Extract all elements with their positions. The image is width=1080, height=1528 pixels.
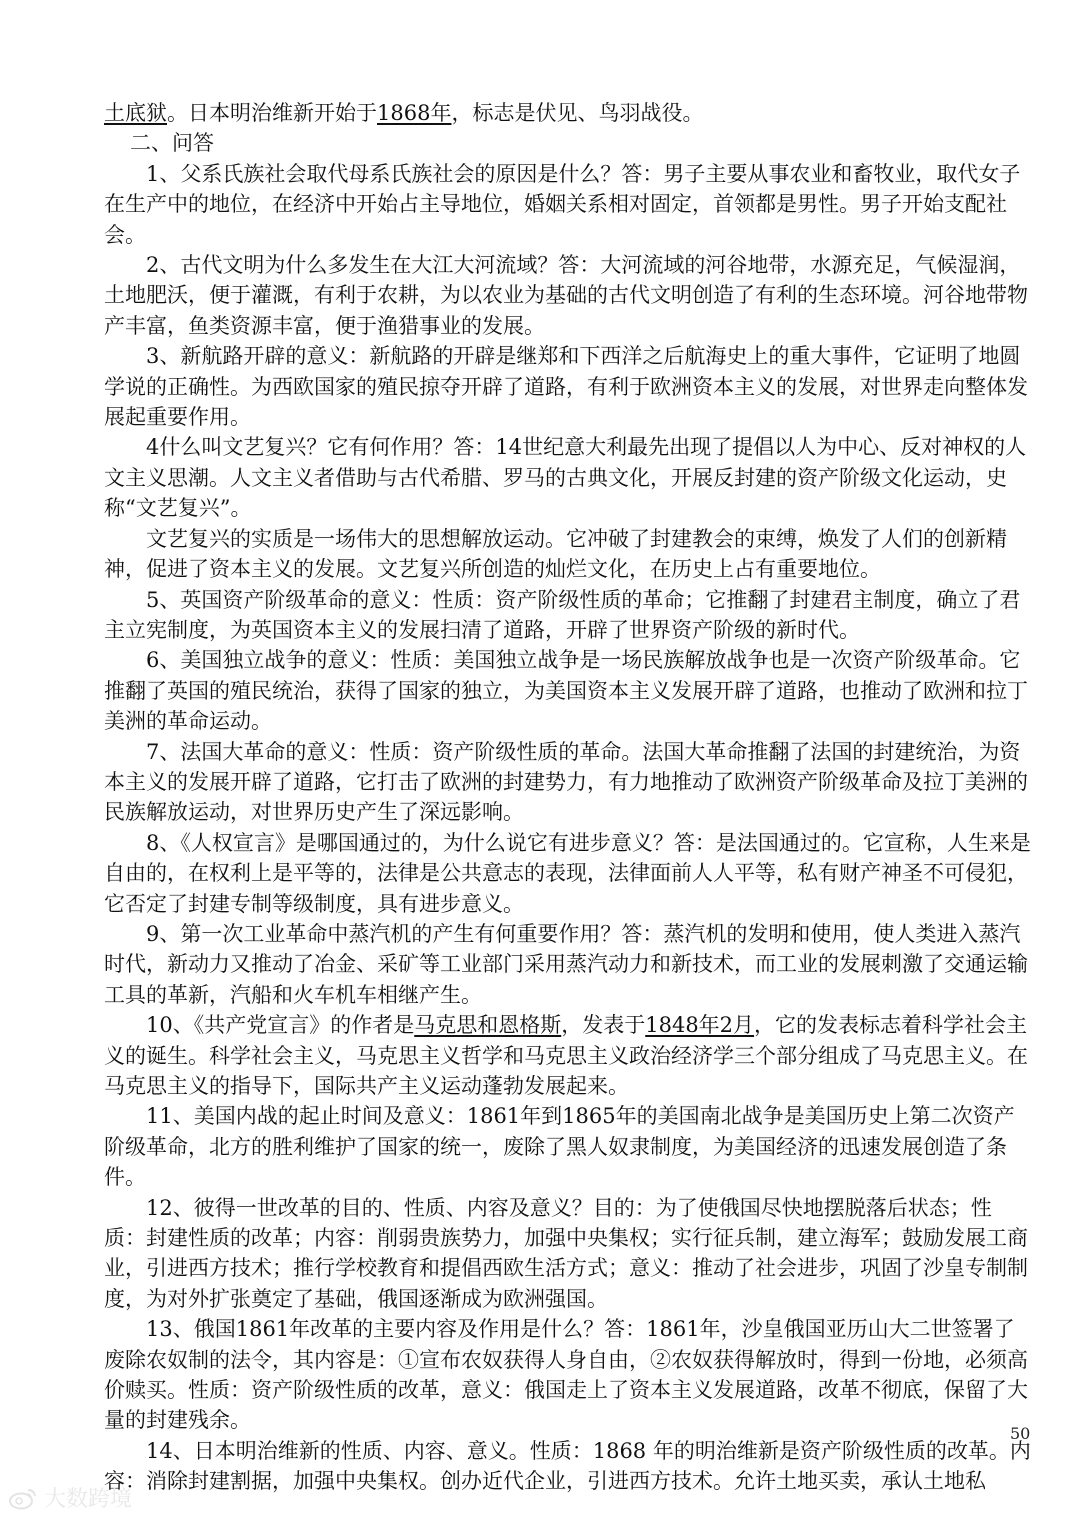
paragraph-3: 3、新航路开辟的意义：新航路的开辟是继郑和下西洋之后航海史上的重大事件，它证明了地圆学说的正确性。为西欧国家的殖民掠夺开辟了道路，有利于欧洲资本主义的发展，对世界走向整体发展起重要作用。 bbox=[104, 344, 1028, 430]
watermark-brand: 大数跨境 bbox=[44, 1487, 133, 1512]
paragraph-6: 6、美国独立战争的意义：性质：美国独立战争是一场民族解放战争也是一次资产阶级革命。它推翻了英国的殖民统治，获得了国家的独立，为美国资本主义发展开辟了道路，也推动了欧洲和拉丁美洲的革命运动。 bbox=[104, 648, 1028, 734]
paragraph-9: 9、第一次工业革命中蒸汽机的产生有何重要作用？答：蒸汽机的发明和使用，使人类进入蒸汽时代，新动力又推动了冶金、采矿等工业部门采用蒸汽动力和新技术，而工业的发展刺激了交通运输工具的革新，汽船和火车机车相继产生。 bbox=[104, 921, 1028, 1007]
paragraph-10: 10、《共产党宣言》的作者是马克思和恩格斯，发表于1848年2月，它的发表标志着科学社会主义的诞生。科学社会主义，马克思主义哲学和马克思主义政治经济学三个部分组成了马克思主义。在马克思主义的指导下，国际共产主义运动蓬勃发展起来。 bbox=[104, 1013, 1028, 1098]
paragraph-4: 4什么叫文艺复兴？它有何作用？答：14世纪意大利最先出现了提倡以人为中心、反对神权的人文主义思潮。人文主义者借助与古代希腊、罗马的古典文化，开展反封建的资产阶级文化运动，史称“文艺复兴”。 bbox=[104, 435, 1027, 521]
underlined-authors: 马克思和恩格斯 bbox=[414, 1013, 562, 1038]
underlined-year: 1868年 bbox=[377, 101, 452, 125]
paragraph-12: 12、彼得一世改革的目的、性质、内容及意义？目的：为了使俄国尽快地摆脱落后状态；性质：封建性质的改革；内容：削弱贵族势力，加强中央集权；实行征兵制，建立海军；鼓励发展工商业，引进西方技术；推行学校教育和提倡西欧生活方式；意义：推动了社会进步，巩固了沙皇专制制度，为对外扩张奠定了基础，俄国逐渐成为欧洲强国。 bbox=[104, 1195, 1028, 1311]
underlined-date: 1848年2月 bbox=[645, 1013, 755, 1038]
paragraph-11: 11、美国内战的起止时间及意义：1861年到1865年的美国南北战争是美国历史上第二次资产阶级革命，北方的胜利维护了国家的统一，废除了黑人奴隶制度，为美国经济的迅速发展创造了条件。 bbox=[104, 1104, 1015, 1190]
paragraph-1: 1、父系氏族社会取代母系氏族社会的原因是什么？答：男子主要从事农业和畜牧业，取代女子在生产中的地位，在经济中开始占主导地位，婚姻关系相对固定，首领都是男性。男子开始支配社会。 bbox=[104, 161, 1021, 247]
document-body bbox=[104, 98, 1032, 1497]
paragraph-14: 14、日本明治维新的性质、内容、意义。性质：1868 年的明治维新是资产阶级性质的改革。内容：消除封建割据，加强中央集权。创办近代企业，引进西方技术。允许土地买卖，承认土地私 bbox=[104, 1438, 1031, 1494]
paragraph-13: 13、俄国1861年改革的主要内容及作用是什么？答：1861年，沙皇俄国亚历山大二世签署了废除农奴制的法令，其内容是：①宣布农奴获得人身自由，②农奴获得解放时，得到一份地，必须高价赎买。性质：资产阶级性质的改革，意义：俄国走上了资本主义发展道路，改革不彻底，保留了大量的封建残余。 bbox=[104, 1317, 1028, 1433]
weibo-logo-icon bbox=[8, 1486, 38, 1510]
underlined-term: 土底狱 bbox=[104, 101, 167, 125]
paragraph-2: 2、古代文明为什么多发生在大江大河流域？答：大河流域的河谷地带，水源充足，气候湿润，土地肥沃，便于灌溉，有利于农耕，为以农业为基础的古代文明创造了有利的生态环境。河谷地带物产丰富，鱼类资源丰富，便于渔猎事业的发展。 bbox=[104, 253, 1028, 338]
section-heading: 二、问答 bbox=[130, 131, 214, 156]
paragraph-8: 8、《人权宣言》是哪国通过的，为什么说它有进步意义？答：是法国通过的。它宣称，人生来是自由的，在权利上是平等的，法律是公共意志的表现，法律面前人人平等，私有财产神圣不可侵犯，它否定了封建专制等级制度，具有进步意义。 bbox=[104, 830, 1031, 916]
paragraph-7: 7、法国大革命的意义：性质：资产阶级性质的革命。法国大革命推翻了法国的封建统治，为资本主义的发展开辟了道路，它打击了欧洲的封建势力，有力地推动了欧洲资产阶级革命及拉丁美洲的民族解放运动，对世界历史产生了深远影响。 bbox=[104, 739, 1028, 825]
page-number: 50 bbox=[1010, 1424, 1031, 1443]
top-continuation: 土底狱。日本明治维新开始于1868年，标志是伏见、鸟羽战役。 bbox=[104, 101, 704, 125]
paragraph-4-continued: 文艺复兴的实质是一场伟大的思想解放运动。它冲破了封建教会的束缚，焕发了人们的创新精神，促进了资本主义的发展。文艺复兴所创造的灿烂文化，在历史上占有重要地位。 bbox=[104, 526, 1007, 582]
paragraph-5: 5、英国资产阶级革命的意义：性质：资产阶级性质的革命；它推翻了封建君主制度，确立了君主立宪制度，为英国资本主义的发展扫清了道路，开辟了世界资产阶级的新时代。 bbox=[104, 587, 1021, 642]
watermark bbox=[8, 1482, 132, 1513]
